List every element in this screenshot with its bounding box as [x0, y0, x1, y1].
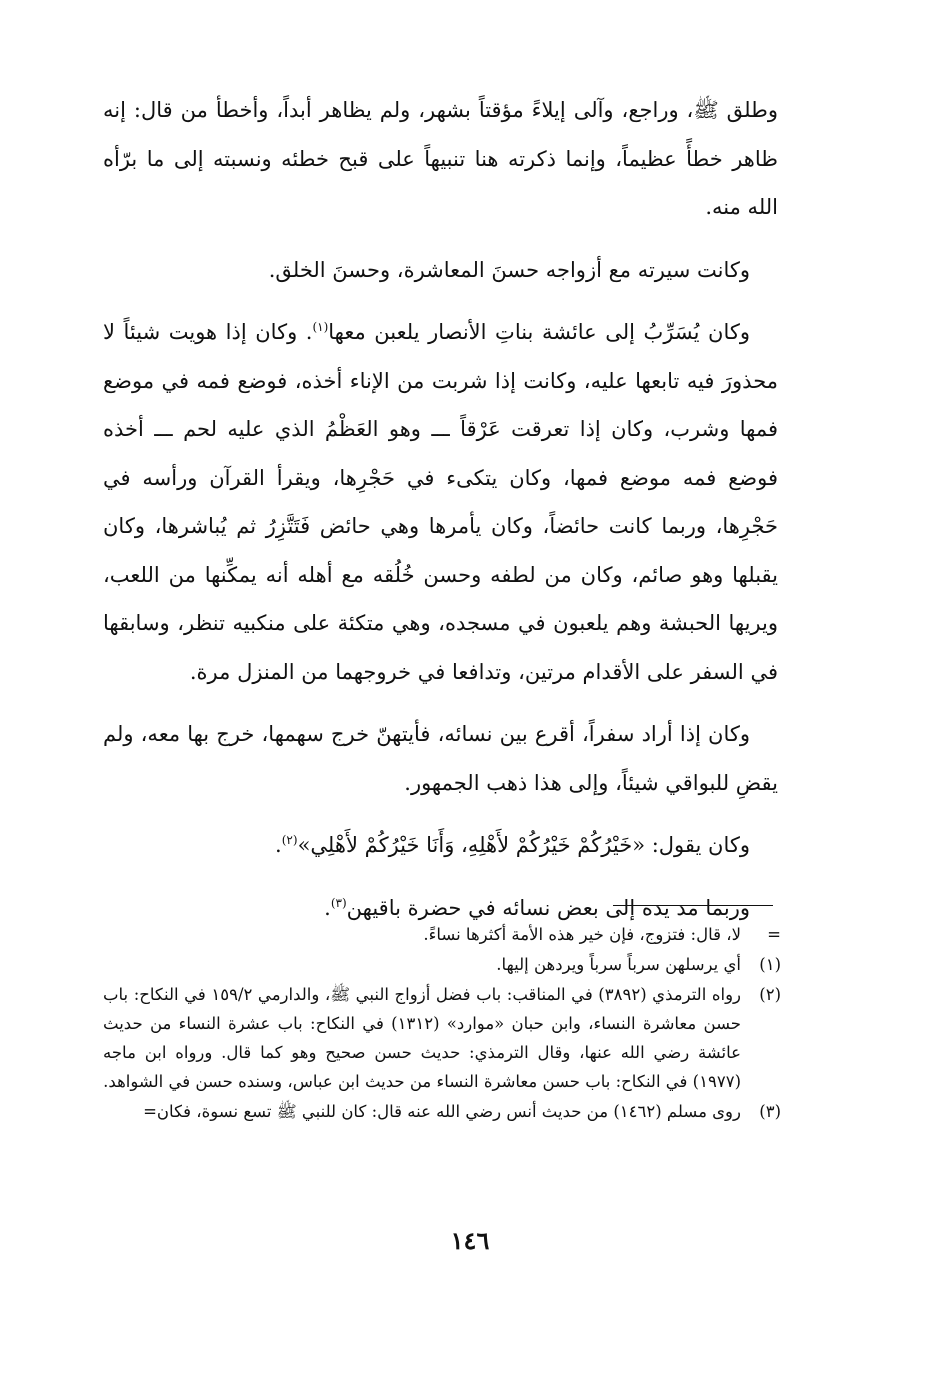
footnote-ref-3[interactable]: (٣)	[330, 895, 347, 910]
footnote-ref-1[interactable]: (١)	[312, 320, 329, 334]
footnote-separator	[613, 905, 773, 906]
footnote-mark: (٢)	[759, 985, 781, 1004]
main-text-block	[103, 86, 778, 946]
paragraph-4	[103, 710, 778, 807]
footnote-mark: (٣)	[759, 1102, 781, 1121]
paragraph-3	[103, 308, 778, 696]
footnote-text: لا، قال: فتزوج، فإن خير هذه الأمة أكثرها نساءً.	[423, 925, 741, 944]
paragraph-4-text: وكان إذا أراد سفراً، أقرع بين نسائه، فأيتهنّ خرج سهمها، خرج بها معه، ولم يقضِ للبواقي شيئاً، وإلى هذا ذهب الجمهور.	[103, 722, 778, 795]
paragraph-6-text: وربما مد يده إلى بعض نسائه في حضرة باقيهن	[346, 895, 750, 920]
footnote-continued	[103, 920, 781, 949]
paragraph-2-text: وكانت سيرته مع أزواجه حسنَ المعاشرة، وحسنَ الخلق.	[268, 257, 750, 282]
page-number: ١٤٦	[450, 1226, 490, 1255]
footnote-2	[103, 980, 781, 1096]
footnote-mark: =	[767, 925, 781, 944]
footnote-text: روى مسلم (١٤٦٢) من حديث أنس رضي الله عنه قال: كان للنبي ﷺ تسع نسوة، فكان=	[143, 1102, 741, 1121]
paragraph-1	[103, 86, 778, 232]
footnote-text: أي يرسلهن سرباً سرباً ويردهن إليها.	[496, 955, 741, 974]
paragraph-5-text: وكان يقول: «خَيْرُكُمْ خَيْرُكُمْ لأَهْلِهِ، وَأَنَا خَيْرُكُمْ لأَهْلِي»	[297, 833, 750, 857]
footnote-1	[103, 950, 781, 979]
paragraph-3-text-start: وكان يُسَرِّبُ إلى عائشة بناتِ الأنصار يلعبن معها	[328, 320, 750, 344]
paragraph-3-text-rest: . وكان إذا هويت شيئاً لا محذورَ فيه تابعها عليه، وكانت إذا شربت من الإناء أخذه، فوضع فمه في موضع فمها وشرب، وكان إذا تعرقت عَرْقاً ـــ وهو العَظْمُ الذي عليه لحم ـــ أخذه فوضع فمه موضع فمها، وكان يتكىء في حَجْرِها، ويقرأ القرآن ورأسه في حَجْرِها، وربما كانت حائضاً، وكان يأمرها وهي حائض فَتَتَّزِرُ ثم يُباشرها، وكان يقبلها وهو صائم، وكان من لطفه وحسن خُلُقه مع أهله أنه يمكِّنها من اللعب، ويريها الحبشة وهم يلعبون في مسجده، وهي متكئة على منكبيه تنظر، وسابقها في السفر على الأقدام مرتين، وتدافعا في خروجهما من المنزل مرة.	[103, 320, 778, 684]
paragraph-5-end: .	[275, 833, 282, 857]
footnote-3	[103, 1097, 781, 1126]
paragraph-6-end: .	[324, 895, 331, 920]
footnote-text: رواه الترمذي (٣٨٩٢) في المناقب: باب فضل أزواج النبي ﷺ، والدارمي ١٥٩/٢ في النكاح: باب حسن معاشرة النساء، وابن حبان «موارد» (١٣١٢) في النكاح: باب عشرة النساء من حديث عائشة رضي الله عنها، وقال الترمذي: حديث حسن صحيح وهو كما قال. ورواه ابن ماجه (١٩٧٧) في النكاح: باب حسن معاشرة النساء من حديث ابن عباس، وسنده حسن في الشواهد.	[103, 985, 742, 1091]
paragraph-1-text: وطلق ﷺ، وراجع، وآلى إيلاءً مؤقتاً بشهر، ولم يظاهر أبداً، وأخطأ من قال: إنه ظاهر خطأً عظيماً، وإنما ذكرته هنا تنبيهاً على قبح خطئه ونسبته إلى ما برّأه الله منه.	[103, 98, 778, 219]
footnote-mark: (١)	[759, 955, 781, 974]
paragraph-5	[103, 821, 778, 870]
footnotes	[103, 920, 781, 1127]
paragraph-2	[103, 246, 778, 295]
footnote-ref-2[interactable]: (٢)	[281, 833, 298, 847]
